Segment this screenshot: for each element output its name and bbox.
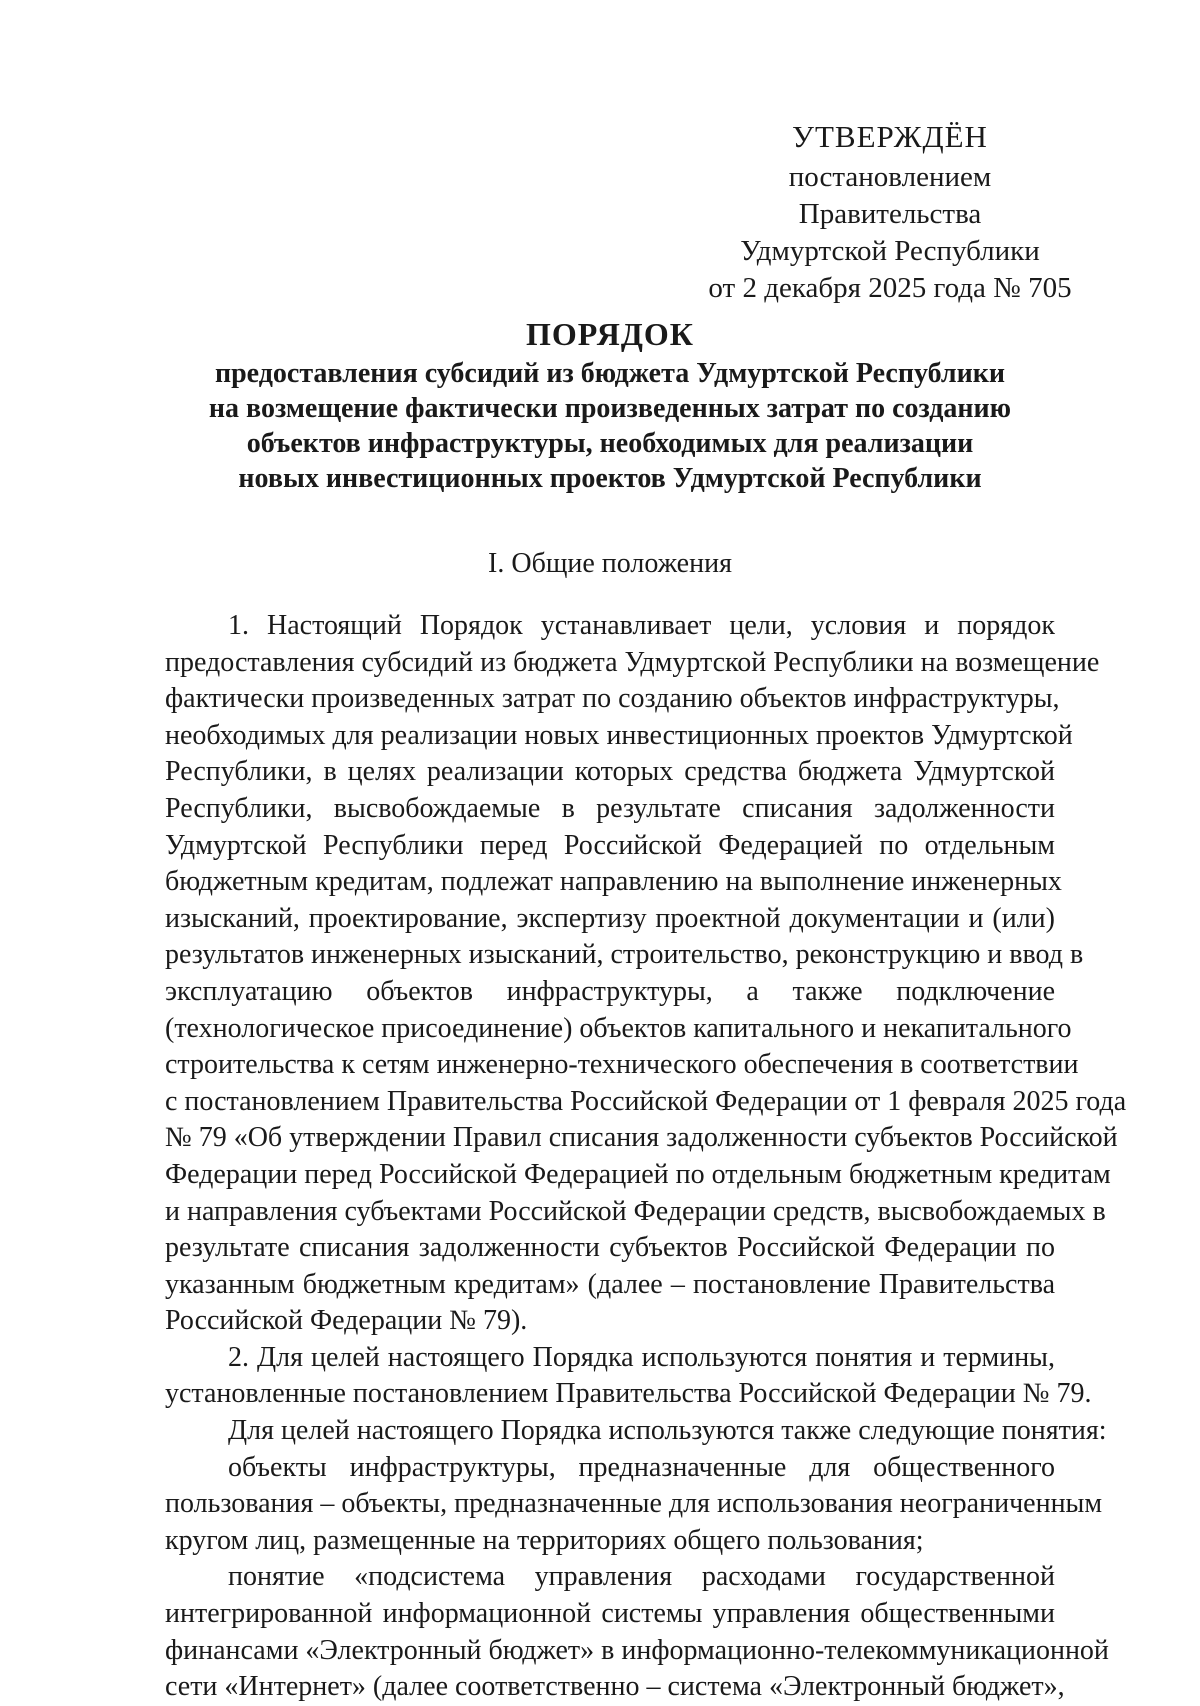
document-subtitle-line: на возмещение фактически произведенных затрат по созданию — [208, 393, 1012, 424]
body-line: Федерации перед Российской Федерацией по отдельным бюджетным кредитам — [165, 1158, 1111, 1190]
document-subtitle-line: объектов инфраструктуры, необходимых для реализации — [246, 428, 974, 459]
body-line: необходимых для реализации новых инвестиционных проектов Удмуртской — [165, 719, 1073, 751]
body-line: Республики, в целях реализации которых средства бюджета Удмуртской — [165, 756, 1055, 788]
body-line: 1. Настоящий Порядок устанавливает цели, условия и порядок — [228, 610, 1055, 641]
document-subtitle-line: новых инвестиционных проектов Удмуртской Республики — [238, 463, 982, 494]
body-line: понятие «подсистема управления расходами государственной — [228, 1561, 1055, 1593]
approval-stamp-block — [700, 118, 1080, 307]
body-line: Удмуртской Республики перед Российской Федерацией по отдельным — [165, 829, 1055, 861]
body-line: предоставления субсидий из бюджета Удмуртской Республики на возмещение — [165, 646, 1100, 678]
body-line: результатов инженерных изысканий, строительство, реконструкцию и ввод в — [165, 939, 1084, 971]
body-line: изысканий, проектирование, экспертизу проектной документации и (или) — [165, 902, 1055, 934]
body-line: финансами «Электронный бюджет» в информационно-телекоммуникационной — [165, 1634, 1109, 1666]
body-line: бюджетным кредитам, подлежат направлению на выполнение инженерных — [165, 866, 1062, 898]
body-line: Для целей настоящего Порядка используются также следующие понятия: — [228, 1415, 1107, 1447]
section-heading: I. Общие положения — [488, 548, 732, 579]
body-line: эксплуатацию объектов инфраструктуры, а также подключение — [165, 975, 1055, 1007]
body-line: указанным бюджетным кредитам» (далее – постановление Правительства — [165, 1268, 1055, 1300]
body-line: 2. Для целей настоящего Порядка используются понятия и термины, — [228, 1341, 1055, 1373]
body-line: кругом лиц, размещенные на территориях общего пользования; — [165, 1524, 924, 1556]
body-line: строительства к сетям инженерно-технического обеспечения в соответствии — [165, 1049, 1079, 1081]
body-line: пользования – объекты, предназначенные для использования неограниченным — [165, 1488, 1103, 1520]
approval-line: от 2 декабря 2025 года № 705 — [708, 272, 1072, 304]
document-title-block — [160, 312, 1060, 496]
body-line: Республики, высвобождаемые в результате списания задолженности — [165, 792, 1055, 824]
approval-heading: УТВЕРЖДЁН — [792, 119, 988, 154]
document-subtitle-line: предоставления субсидий из бюджета Удмуртской Республики — [214, 358, 1006, 389]
document-title: ПОРЯДОК — [526, 316, 694, 352]
body-text — [165, 608, 1127, 1706]
approval-line: постановлением Правительства — [788, 161, 992, 230]
body-line: установленные постановлением Правительства Российской Федерации № 79. — [165, 1378, 1092, 1410]
body-line: и направления субъектами Российской Федерации средств, высвобождаемых в — [165, 1195, 1106, 1227]
body-line: результате списания задолженности субъектов Российской Федерации по — [165, 1232, 1055, 1264]
body-line: с постановлением Правительства Российской Федерации от 1 февраля 2025 года — [165, 1085, 1127, 1117]
body-line: интегрированной информационной системы управления общественными — [165, 1598, 1055, 1630]
approval-line: Удмуртской Республики — [740, 235, 1040, 267]
body-line: Российской Федерации № 79). — [165, 1305, 528, 1337]
body-line: № 79 «Об утверждении Правил списания задолженности субъектов Российской — [165, 1122, 1118, 1154]
body-line: фактически произведенных затрат по созданию объектов инфраструктуры, — [165, 683, 1060, 715]
body-line: объекты инфраструктуры, предназначенные для общественного — [228, 1451, 1055, 1483]
body-line: (технологическое присоединение) объектов капитального и некапитального — [165, 1012, 1072, 1044]
body-line: сети «Интернет» (далее соответственно – система «Электронный бюджет», — [165, 1671, 1065, 1703]
